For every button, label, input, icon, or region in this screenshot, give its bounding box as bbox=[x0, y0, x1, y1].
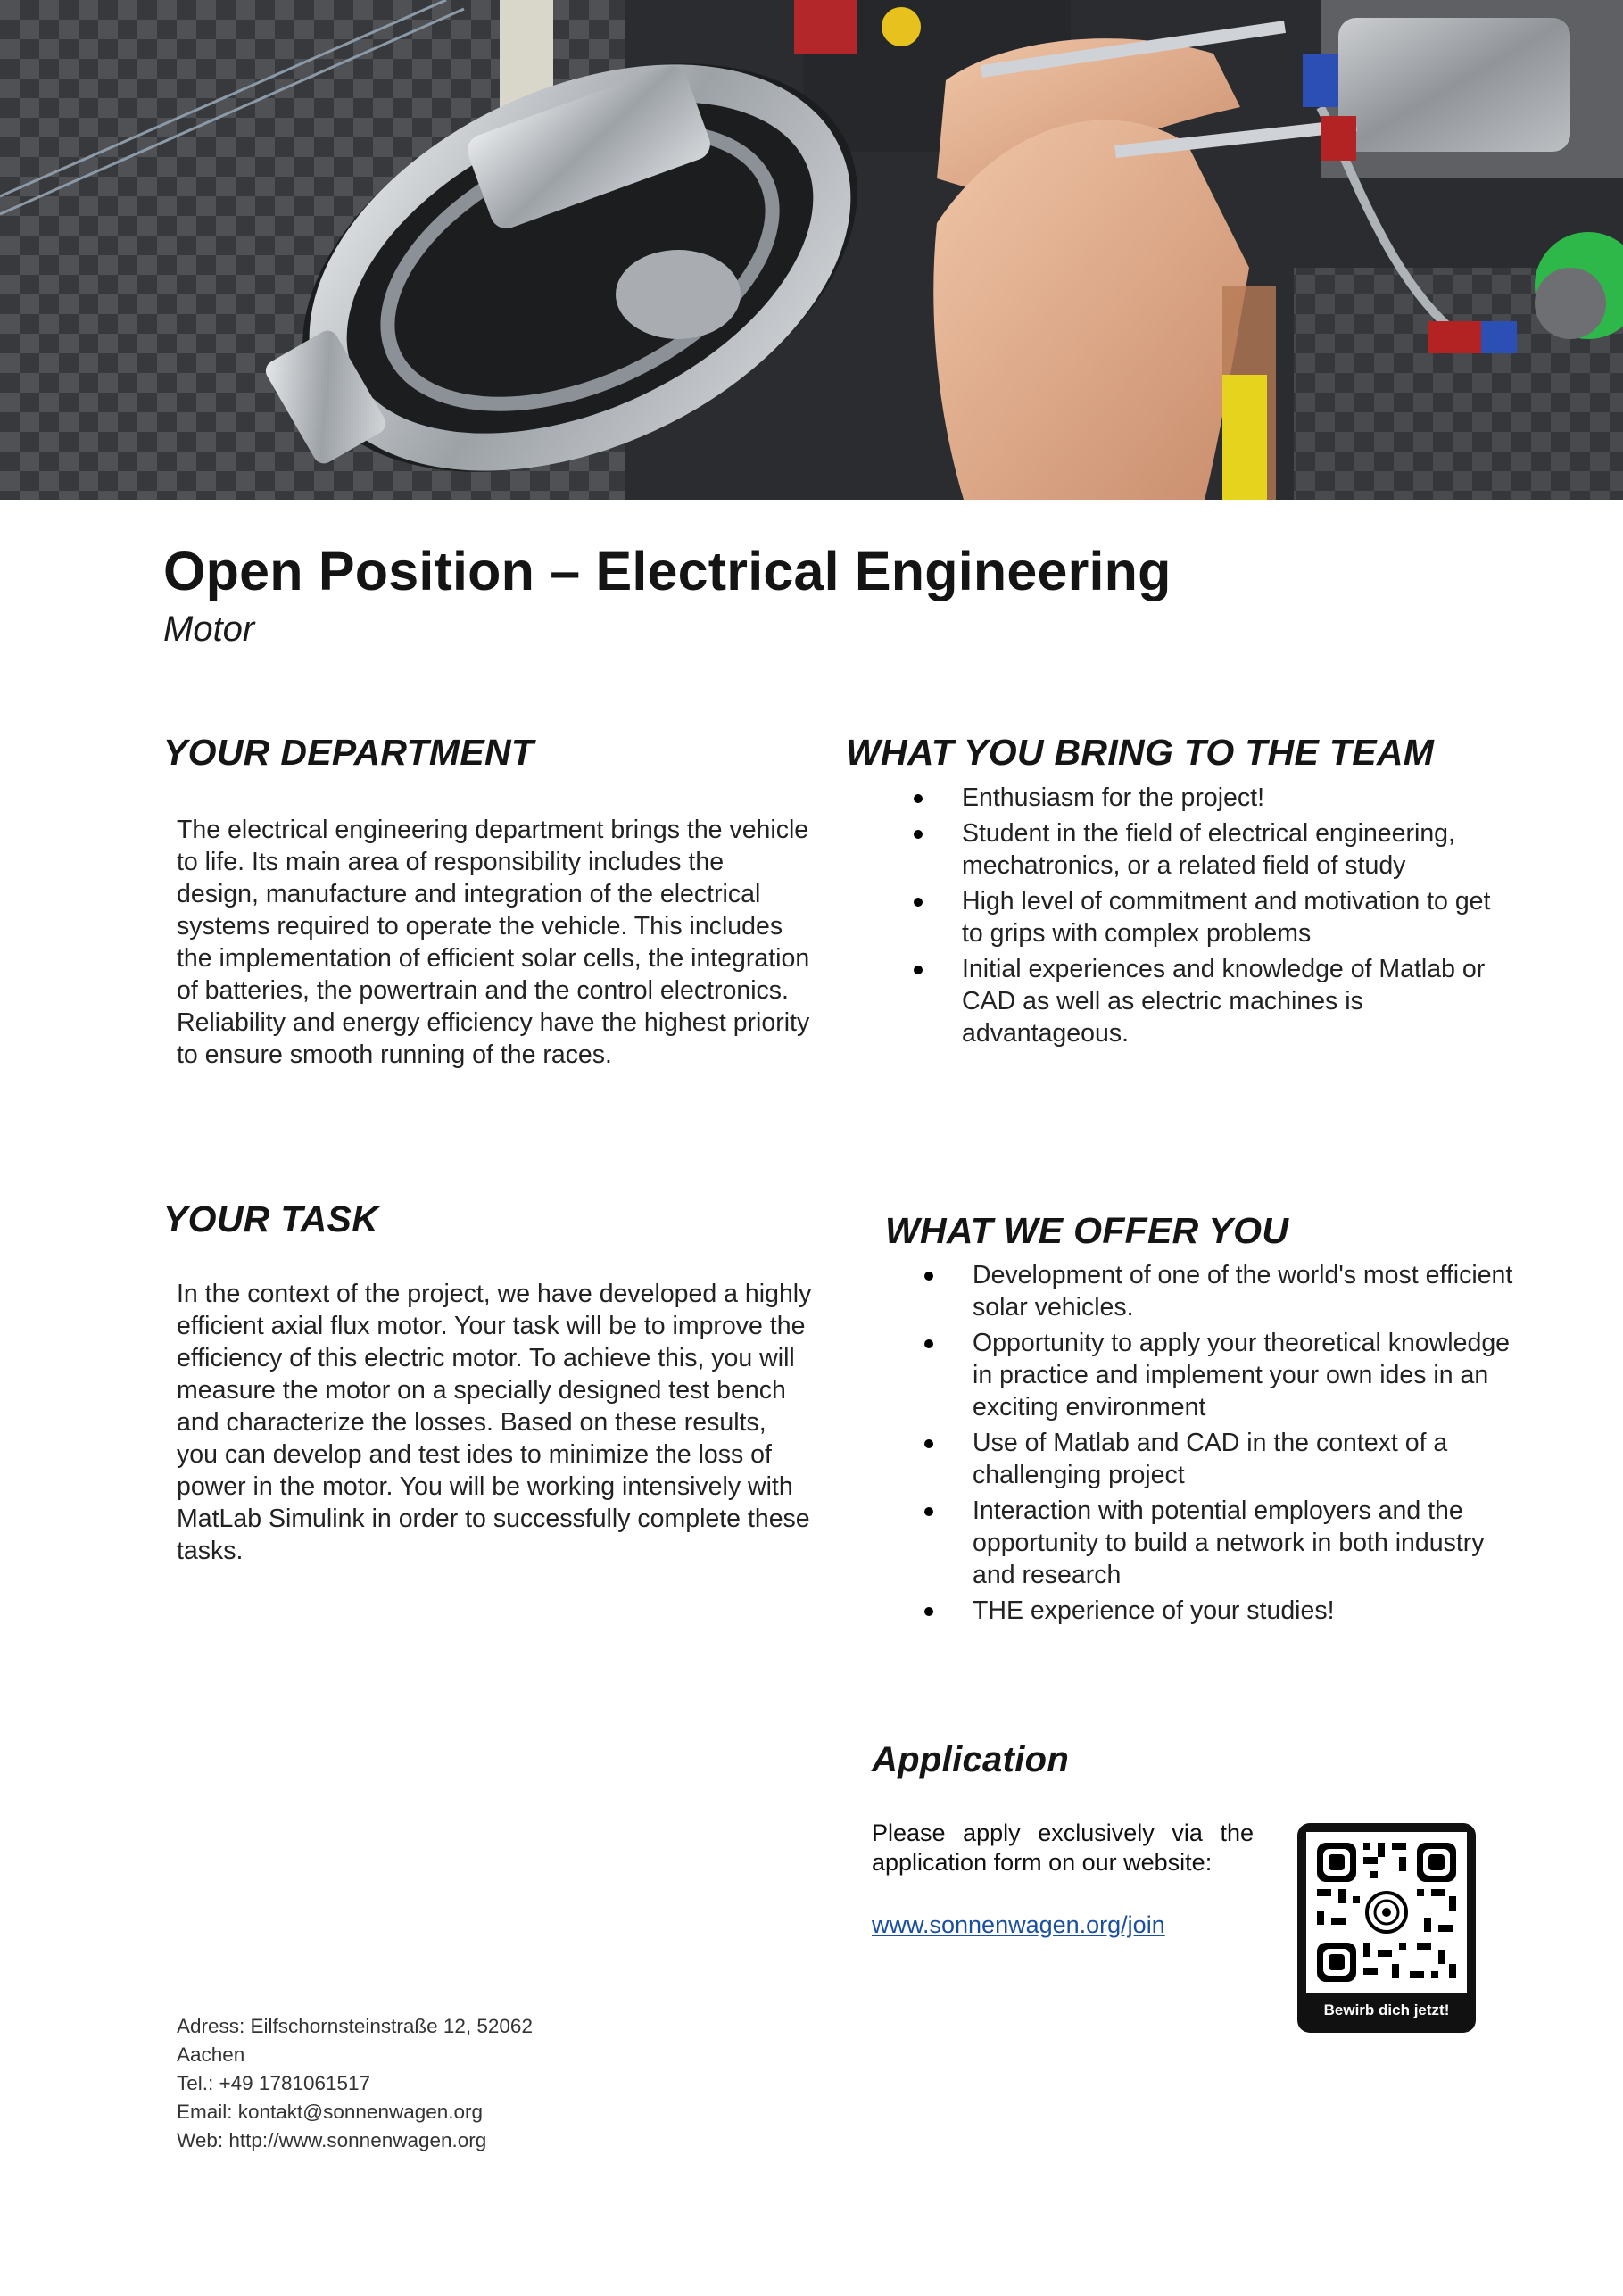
page-subtitle: Motor bbox=[163, 609, 255, 649]
offer-item: THE experience of your studies! bbox=[910, 1595, 1517, 1627]
contact-address: Adress: Eilfschornsteinstraße 12, 52062 bbox=[177, 2015, 533, 2037]
application-heading: Application bbox=[872, 1740, 1070, 1779]
department-heading: YOUR DEPARTMENT bbox=[163, 732, 534, 773]
offer-item: Interaction with potential employers and the opportunity to build a network in both industry and research bbox=[910, 1495, 1517, 1591]
application-text: Please apply exclusively via the application form on our website: bbox=[872, 1819, 1254, 1876]
bring-item: Enthusiasm for the project! bbox=[899, 782, 1506, 814]
task-heading: YOUR TASK bbox=[163, 1198, 379, 1239]
application-link[interactable]: www.sonnenwagen.org/join bbox=[872, 1911, 1165, 1938]
offer-item: Development of one of the world's most efficient solar vehicles. bbox=[910, 1259, 1517, 1323]
offer-item: Opportunity to apply your theoretical knowledge in practice and implement your own ides in an exciting environment bbox=[910, 1327, 1517, 1423]
qr-code bbox=[1306, 1832, 1467, 1993]
contact-email: Email: kontakt@sonnenwagen.org bbox=[177, 2101, 484, 2123]
task-text: In the context of the project, we have developed a highly efficient axial flux motor. Your task will be to improve the efficiency of this electric motor. To achieve this, you will measure the motor on a specially designed test bench and characterize the losses. Based on these results, you can develop and test ides to minimize the loss of power in the motor. You will be working intensively with MatLab Simulink in order to successfully complete these tasks. bbox=[177, 1280, 812, 1565]
contact-web: Web: http://www.sonnenwagen.org bbox=[177, 2129, 487, 2151]
qr-code-badge[interactable] bbox=[1297, 1823, 1476, 2033]
qr-code-icon bbox=[1306, 1832, 1467, 1993]
motor-workshop-image bbox=[0, 0, 1623, 500]
department-text: The electrical engineering department brings the vehicle to life. Its main area of responsibility includes the design, manufacture and integration of the electrical systems required to operate the vehicle. This includes the implementation of efficient solar cells, the integration of batteries, the powertrain and the control electronics. Reliability and energy efficiency have the highest priority to ensure smooth running of the races. bbox=[177, 816, 810, 1069]
offer-list bbox=[910, 1259, 1517, 1630]
bring-item: Student in the field of electrical engineering, mechatronics, or a related field of study bbox=[899, 817, 1506, 882]
contact-phone: Tel.: +49 1781061517 bbox=[177, 2072, 371, 2094]
bring-list bbox=[899, 782, 1506, 1053]
hero-photo bbox=[0, 0, 1623, 500]
bring-item: High level of commitment and motivation to get to grips with complex problems bbox=[899, 885, 1506, 949]
offer-item: Use of Matlab and CAD in the context of a challenging project bbox=[910, 1427, 1517, 1491]
contact-block bbox=[177, 2012, 533, 2155]
bring-item: Initial experiences and knowledge of Matlab or CAD as well as electric machines is advantageous. bbox=[899, 953, 1506, 1049]
qr-label: Bewirb dich jetzt! bbox=[1323, 2002, 1450, 2018]
offer-heading: WHAT WE OFFER YOU bbox=[885, 1210, 1289, 1251]
page-title: Open Position – Electrical Engineering bbox=[163, 541, 1172, 601]
contact-city: Aachen bbox=[177, 2043, 245, 2066]
bring-heading: WHAT YOU BRING TO THE TEAM bbox=[846, 732, 1435, 773]
